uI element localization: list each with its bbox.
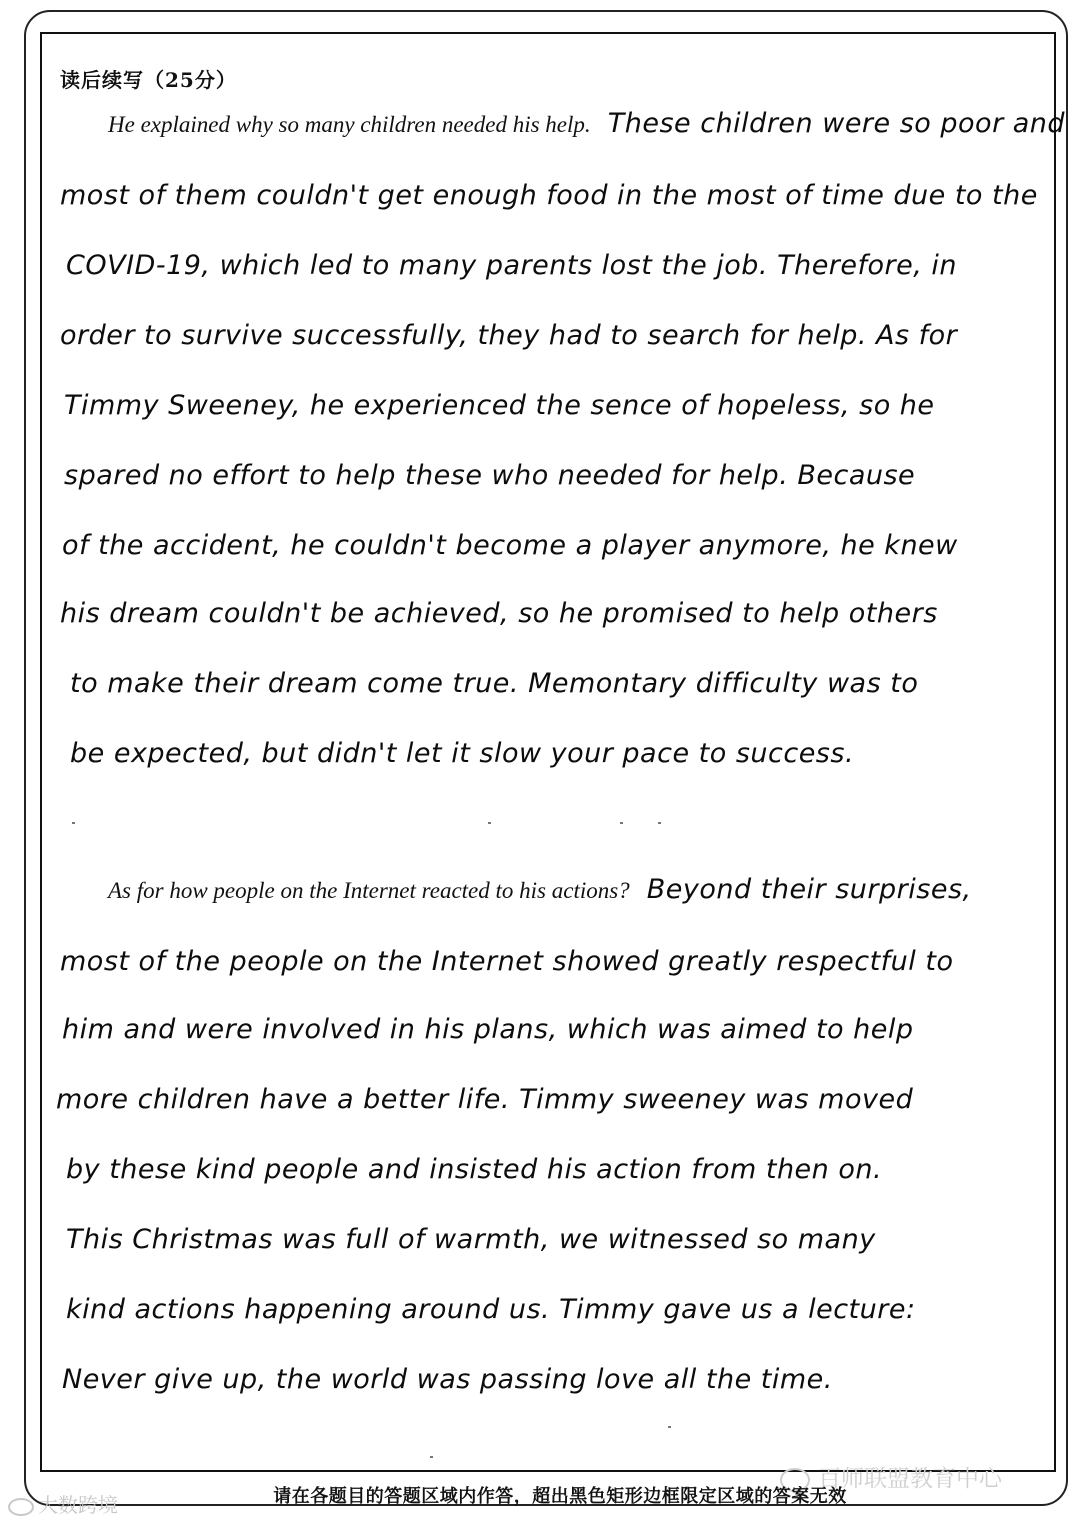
- watermark-left: 大数跨境: [8, 1489, 118, 1518]
- handwritten-line: spared no effort to help these who needed for help. Because: [64, 460, 916, 491]
- paragraph-2-prompt: As for how people on the Internet reacted to his actions?: [108, 878, 630, 903]
- handwritten-line: more children have a better life. Timmy sweeney was moved: [56, 1084, 914, 1115]
- handwritten-line: to make their dream come true. Memontary difficulty was to: [70, 668, 919, 699]
- handwritten-line: by these kind people and insisted his action from then on.: [66, 1154, 883, 1185]
- stray-dot: [430, 1456, 433, 1458]
- paragraph-2-first-line: [108, 874, 972, 905]
- handwritten-line: be expected, but didn't let it slow your pace to success.: [70, 738, 855, 769]
- stray-dot: [668, 1426, 671, 1428]
- handwritten-line: Never give up, the world was passing love all the time.: [62, 1364, 833, 1395]
- handwritten-line: most of them couldn't get enough food in the most of time due to the: [60, 180, 1038, 211]
- weibo-icon: [8, 1498, 34, 1516]
- handwritten-line: his dream couldn't be achieved, so he promised to help others: [60, 598, 938, 629]
- handwritten-line: These children were so poor and: [607, 108, 1066, 139]
- watermark-right: 百师联盟教育中心: [780, 1460, 1002, 1493]
- dotted-separator: [60, 822, 1020, 832]
- handwritten-line: This Christmas was full of warmth, we witnessed so many: [66, 1224, 876, 1255]
- handwritten-line: Timmy Sweeney, he experienced the sence of hopeless, so he: [64, 390, 935, 421]
- handwritten-line: him and were involved in his plans, which was aimed to help: [62, 1014, 914, 1045]
- section-title: 读后续写（25分）: [60, 68, 237, 92]
- handwritten-line: of the accident, he couldn't become a player anymore, he knew: [62, 530, 958, 561]
- footer-instruction: 请在各题目的答题区域内作答，超出黑色矩形边框限定区域的答案无效: [273, 1486, 847, 1507]
- handwritten-line: COVID-19, which led to many parents lost the job. Therefore, in: [66, 250, 958, 281]
- handwritten-line: Beyond their surprises,: [646, 874, 972, 905]
- handwritten-line: most of the people on the Internet showed greatly respectful to: [60, 946, 954, 977]
- paragraph-1-prompt: He explained why so many children needed his help.: [108, 112, 591, 137]
- handwritten-line: order to survive successfully, they had to search for help. As for: [60, 320, 958, 351]
- handwritten-line: kind actions happening around us. Timmy gave us a lecture:: [66, 1294, 916, 1325]
- paragraph-1-first-line: [108, 108, 1065, 139]
